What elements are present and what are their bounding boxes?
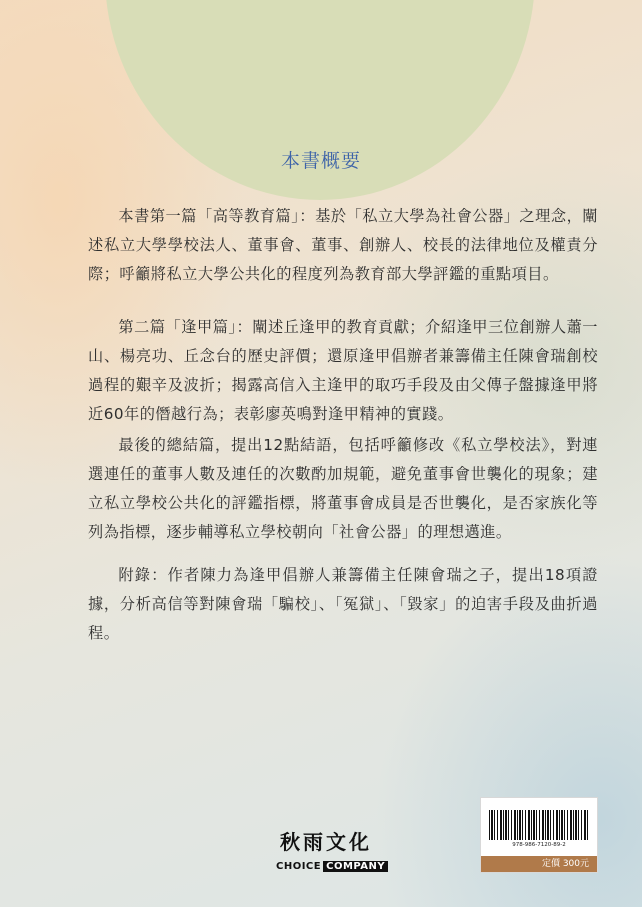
summary-paragraph-3: 最後的總結篇，提出12點結語，包括呼籲修改《私立學校法》，對連選連任的董事人數及連任的次數酌加規範，避免董事會世襲化的現象；建立私立學校公共化的評鑑指標，將董事會成員是否世襲化，是否家族化等列為指標，逐步輔導私立學校朝向「社會公器」的理想邁進。 <box>88 436 598 541</box>
summary-paragraph-2: 第二篇「逢甲篇」：闡述丘逢甲的教育貢獻；介紹逢甲三位創辦人蕭一山、楊亮功、丘念台的歷史評價；還原逢甲倡辦者兼籌備主任陳會瑞創校過程的艱辛及波折；揭露高信入主逢甲的取巧手段及由父傳子盤據逢甲將近60年的僭越行為；表彰廖英鳴對逢甲精神的實踐。 <box>88 318 598 423</box>
publisher-english-boxed: COMPANY <box>323 861 388 872</box>
price-label: 定價 300元 <box>541 859 589 869</box>
isbn-number: 978-986-7120-89-2 <box>512 842 566 848</box>
page-title: 本書概要 <box>280 150 361 172</box>
publisher-english-name <box>276 861 388 872</box>
price-bar <box>481 856 597 872</box>
publisher-name: 秋雨文化 <box>280 830 372 854</box>
summary-paragraph-1: 本書第一篇「高等教育篇」：基於「私立大學為社會公器」之理念，闡述私立大學學校法人、董事會、董事、創辦人、校長的法律地位及權責分際；呼籲將私立大學公共化的程度列為教育部大學評鑑的重點項目。 <box>88 207 598 283</box>
publisher-logo <box>276 830 386 873</box>
summary-paragraph-4: 附錄：作者陳力為逢甲倡辦人兼籌備主任陳會瑞之子，提出18項證據，分析高信等對陳會瑞「騙校」、「冤獄」、「毀家」的迫害手段及曲折過程。 <box>88 566 598 642</box>
publisher-english-prefix: CHOICE <box>276 861 322 872</box>
barcode-icon <box>489 810 589 840</box>
barcode-panel <box>480 797 598 873</box>
